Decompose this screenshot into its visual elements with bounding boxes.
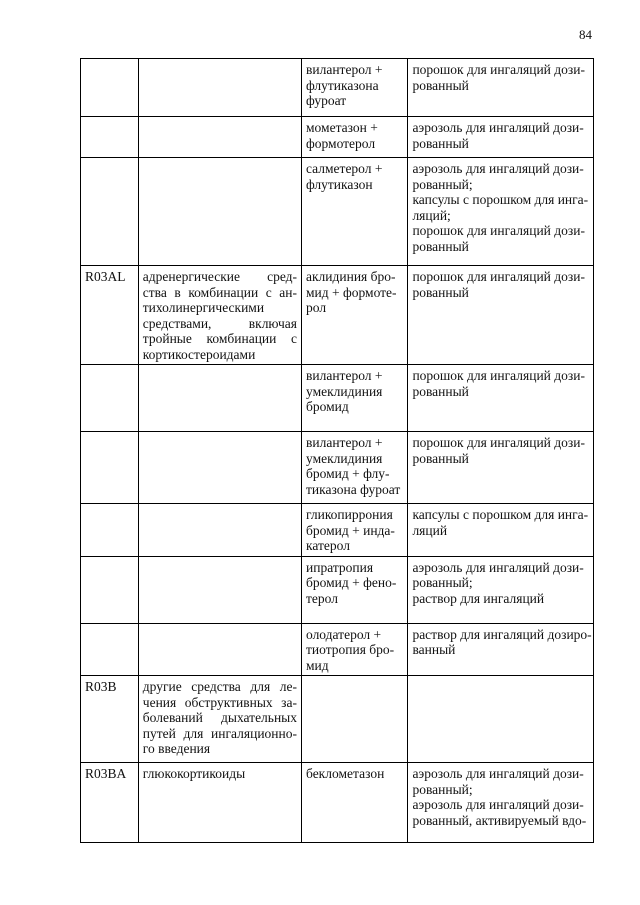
cell-dosage-form-line: рованный; [412,575,473,590]
cell-dosage-form-line: аэрозоль для ингаляций дози- [412,120,584,135]
cell-group-line: го введения [142,741,211,756]
cell-group-line: адренергические сред- [142,269,297,284]
cell-group [138,266,301,365]
cell-group-line: ства в комбинации с ан- [142,284,297,300]
cell-drug-line: тиказона фуроат [306,481,401,497]
cell-dosage-form-line: ляций [412,522,448,538]
table-row [81,158,594,266]
cell-drug-line: умеклидиния [306,383,383,399]
cell-atc-code: R03AL [81,266,139,365]
cell-dosage-form [408,365,594,432]
cell-dosage-form-line: рованный [412,135,469,151]
cell-drug-line: аклидиния бро- [306,269,396,284]
cell-dosage-form-line: аэрозоль для ингаляций дози- [412,797,584,812]
cell-atc-code [81,365,139,432]
cell-atc-code [81,158,139,266]
cell-dosage-form-line: раствор для ингаляций [412,590,545,606]
cell-drug-line: флутиказон [306,176,373,192]
cell-dosage-form-line: рованный [412,77,469,93]
cell-atc-code [81,504,139,557]
table-row [81,432,594,504]
cell-drug-line: мид [306,657,329,673]
cell-drug-line: вилантерол + [306,368,383,383]
table-row [81,365,594,432]
cell-group [138,365,301,432]
cell-dosage-form-line: порошок для ингаляций дози- [412,435,585,450]
cell-drug-line: фуроат [306,93,347,108]
cell-drug-line: умеклидиния [306,450,383,466]
cell-dosage-form [408,763,594,843]
cell-dosage-form-line: капсулы с порошком для инга- [412,507,589,522]
cell-drug-line: рол [306,300,327,315]
cell-atc-code [81,59,139,117]
cell-drug [302,365,408,432]
cell-dosage-form-line: рованный, активируемый вдо- [412,812,587,828]
cell-group [138,556,301,623]
cell-drug-line: салметерол + [306,161,383,176]
cell-dosage-form [408,556,594,623]
cell-drug [302,676,408,763]
cell-atc-code [81,623,139,676]
cell-dosage-form [408,432,594,504]
table-row [81,676,594,763]
cell-drug-line: вилантерол + [306,62,383,77]
cell-drug [302,432,408,504]
cell-atc-code [81,117,139,158]
cell-group [138,676,301,763]
cell-drug-line: формотерол [306,135,376,151]
cell-dosage-form [408,623,594,676]
cell-dosage-form [408,676,594,763]
cell-dosage-form [408,504,594,557]
cell-group [138,623,301,676]
cell-dosage-form [408,158,594,266]
cell-atc-code: R03BA [81,763,139,843]
cell-drug-line: бромид + флу- [306,466,390,481]
cell-group-line: кортикостероидами [142,346,256,362]
cell-drug-line: гликопиррония [306,507,393,522]
cell-group-line: болеваний дыхательных [142,710,297,725]
cell-drug [302,504,408,557]
table-row [81,117,594,158]
cell-drug-line: катерол [306,538,350,553]
table-row [81,556,594,623]
cell-group [138,432,301,504]
drug-table [80,58,594,843]
cell-atc-code [81,556,139,623]
cell-drug-line: бромид + фено- [306,575,397,590]
cell-group [138,117,301,158]
cell-dosage-form-line: порошок для ингаляций дози- [412,223,585,238]
cell-group [138,763,301,843]
cell-drug-line: ипратропия [306,559,374,575]
cell-drug [302,763,408,843]
cell-dosage-form-line: порошок для ингаляций дози- [412,269,585,284]
cell-drug [302,623,408,676]
cell-dosage-form-line: рованный [412,383,469,399]
table-body [81,59,594,843]
cell-group-line: тихолинергическими [142,300,265,315]
cell-dosage-form [408,59,594,117]
cell-drug [302,556,408,623]
cell-group [138,504,301,557]
cell-drug [302,117,408,158]
cell-drug-line: мометазон + [306,120,378,135]
cell-dosage-form-line: капсулы с порошком для инга- [412,192,589,207]
cell-dosage-form-line: рованный [412,284,469,300]
cell-dosage-form-line: аэрозоль для ингаляций дози- [412,766,584,781]
cell-dosage-form-line: порошок для ингаляций дози- [412,368,585,383]
table-row [81,623,594,676]
cell-dosage-form-line: ляций; [412,207,451,223]
cell-group [138,158,301,266]
table-row [81,266,594,365]
cell-group-line: путей для ингаляционно- [142,725,297,741]
cell-group-line: другие средства для ле- [142,679,297,694]
cell-drug-line: беклометазон [306,766,385,781]
cell-drug-line: мид + формоте- [306,284,397,300]
cell-drug-line: олодатерол + [306,626,382,642]
cell-drug-line: терол [306,590,338,606]
cell-dosage-form-line: порошок для ингаляций дози- [412,62,585,77]
cell-dosage-form-line: рованный; [412,176,473,192]
cell-group-line: чения обструктивных за- [142,694,297,710]
cell-group-line: средствами, включая [142,315,297,331]
cell-dosage-form [408,117,594,158]
cell-dosage-form-line: рованный; [412,781,473,797]
cell-dosage-form-line: рованный [412,238,469,254]
cell-dosage-form [408,266,594,365]
cell-drug [302,158,408,266]
cell-drug [302,59,408,117]
cell-drug-line: флутиказона [306,77,379,93]
cell-dosage-form-line: аэрозоль для ингаляций дози- [412,559,584,575]
cell-dosage-form-line: аэрозоль для ингаляций дози- [412,161,584,176]
cell-group-line: глюкокортикоиды [142,766,246,781]
table-row [81,504,594,557]
cell-dosage-form-line: раствор для ингаляций дозиро- [412,626,592,642]
cell-drug-line: вилантерол + [306,435,383,450]
cell-drug-line: тиотропия бро- [306,642,395,657]
cell-drug [302,266,408,365]
page-number: 84 [579,27,592,42]
table-row [81,59,594,117]
cell-dosage-form-line: ванный [412,642,456,657]
cell-atc-code [81,432,139,504]
cell-atc-code: R03B [81,676,139,763]
cell-group-line: тройные комбинации с [142,331,297,346]
table-row [81,763,594,843]
cell-drug-line: бромид + инда- [306,522,395,538]
cell-group [138,59,301,117]
cell-dosage-form-line: рованный [412,450,469,466]
cell-drug-line: бромид [306,399,349,414]
